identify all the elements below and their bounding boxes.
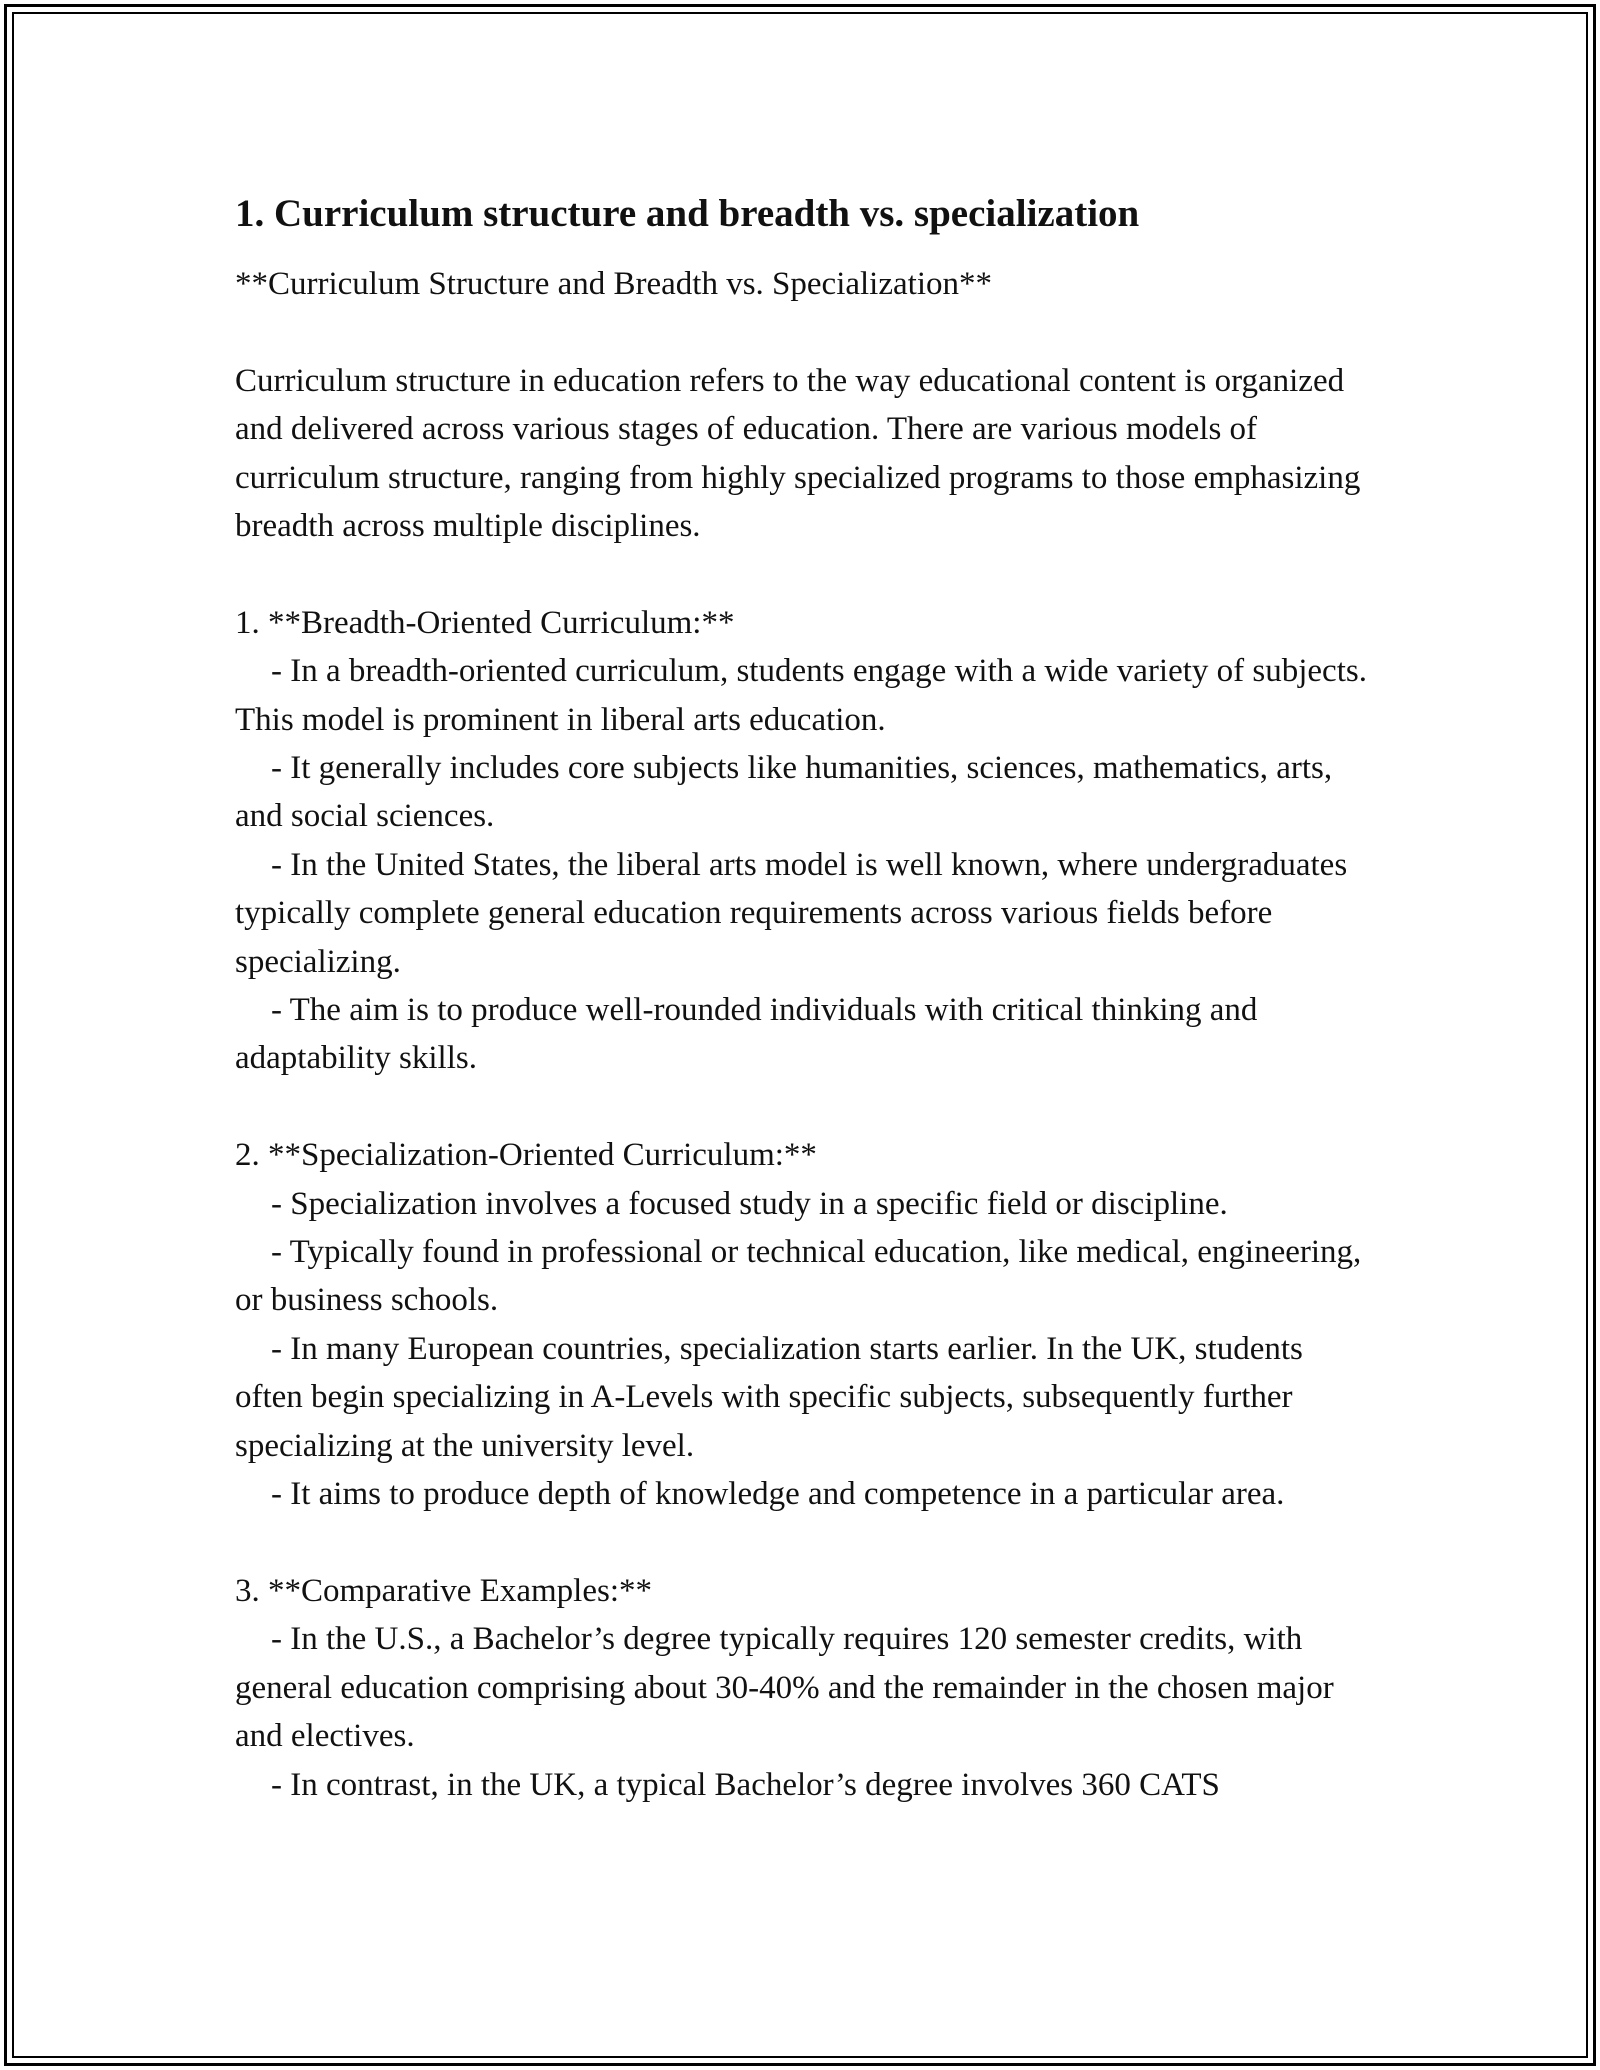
bullet-item: - It generally includes core subjects like humanities, sciences, mathematics, arts, and social sciences. bbox=[235, 750, 1341, 835]
bullet-item: - Typically found in professional or technical education, like medical, engineering, or business schools. bbox=[235, 1234, 1370, 1319]
bullet-item: - In the U.S., a Bachelor’s degree typically requires 120 semester credits, with general education comprising about 30-40% and the remainder in the chosen major and electives. bbox=[235, 1621, 1342, 1755]
document-subtitle: **Curriculum Structure and Breadth vs. Specialization** bbox=[235, 266, 992, 302]
section-specialization bbox=[235, 1131, 1375, 1518]
bullet-item: - It aims to produce depth of knowledge and competence in a particular area. bbox=[271, 1476, 1285, 1513]
bullet-item: - In the United States, the liberal arts model is well known, where undergraduates typically complete general education requirements across various fields before specializing. bbox=[235, 846, 1356, 980]
bullet-item: - The aim is to produce well-rounded individuals with critical thinking and adaptability skills. bbox=[235, 992, 1266, 1077]
section-comparative-examples bbox=[235, 1567, 1375, 1809]
bullet-item: - In a breadth-oriented curriculum, students engage with a wide variety of subjects. This model is prominent in liberal arts education. bbox=[235, 653, 1375, 738]
document-heading: 1. Curriculum structure and breadth vs. specialization bbox=[235, 192, 1140, 235]
section-title: 3. **Comparative Examples:** bbox=[235, 1572, 652, 1609]
intro-paragraph: Curriculum structure in education refers to the way educational content is organized and delivered across various stages of education. There are various models of curriculum structure, ranging from highly specialized programs to those emphasizing breadth across multiple disciplines. bbox=[235, 362, 1369, 545]
section-breadth bbox=[235, 599, 1375, 1083]
section-title: 2. **Specialization-Oriented Curriculum:** bbox=[235, 1137, 817, 1174]
bullet-item: - In many European countries, specialization starts earlier. In the UK, students often begin specializing in A-Levels with specific subjects, subsequently further specializing at the university level. bbox=[235, 1330, 1312, 1464]
document-body bbox=[235, 186, 1375, 1809]
bullet-item: - In contrast, in the UK, a typical Bachelor’s degree involves 360 CATS bbox=[271, 1766, 1220, 1803]
section-title: 1. **Breadth-Oriented Curriculum:** bbox=[235, 604, 735, 641]
bullet-item: - Specialization involves a focused study in a specific field or discipline. bbox=[271, 1185, 1228, 1222]
